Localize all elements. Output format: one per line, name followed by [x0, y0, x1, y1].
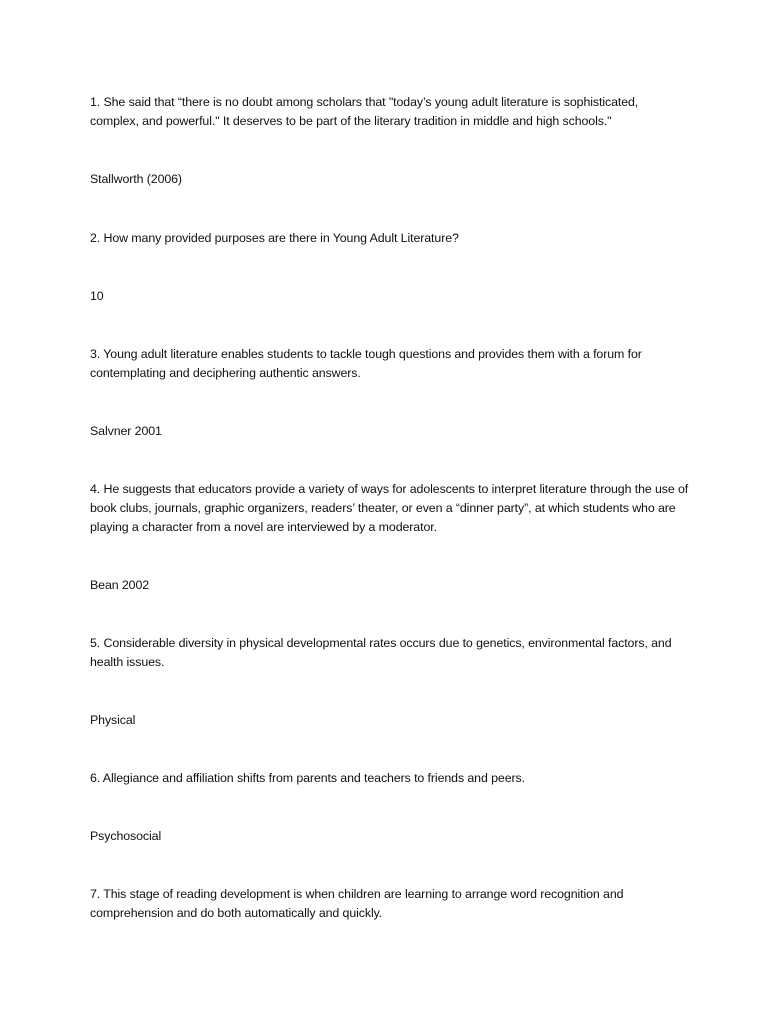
answer-5: Physical	[90, 713, 136, 727]
question-7: 7. This stage of reading development is when children are learning to arrange word recognition and comprehension and do both automatically and quickly.	[90, 887, 624, 920]
question-2: 2. How many provided purposes are there in Young Adult Literature?	[90, 231, 459, 245]
question-4: 4. He suggests that educators provide a variety of ways for adolescents to interpret literature through the use of book clubs, journals, graphic organizers, readers’ theater, or even a “dinner party”, at which students who are playing a character from a novel are interviewed by a moderator.	[90, 482, 689, 534]
answer-4: Bean 2002	[90, 578, 150, 592]
answer-6: Psychosocial	[90, 829, 162, 843]
question-1: 1. She said that “there is no doubt among scholars that "today’s young adult literature is sophisticated, complex, and powerful." It deserves to be part of the literary tradition in middle and high schools."	[90, 95, 639, 128]
question-6: 6. Allegiance and affiliation shifts from parents and teachers to friends and peers.	[90, 771, 525, 785]
question-5: 5. Considerable diversity in physical developmental rates occurs due to genetics, environmental factors, and health issues.	[90, 636, 672, 669]
question-3: 3. Young adult literature enables students to tackle tough questions and provides them with a forum for contemplating and deciphering authentic answers.	[90, 347, 642, 380]
answer-1: Stallworth (2006)	[90, 172, 182, 186]
answer-2: 10	[90, 289, 104, 303]
answer-3: Salvner 2001	[90, 424, 162, 438]
